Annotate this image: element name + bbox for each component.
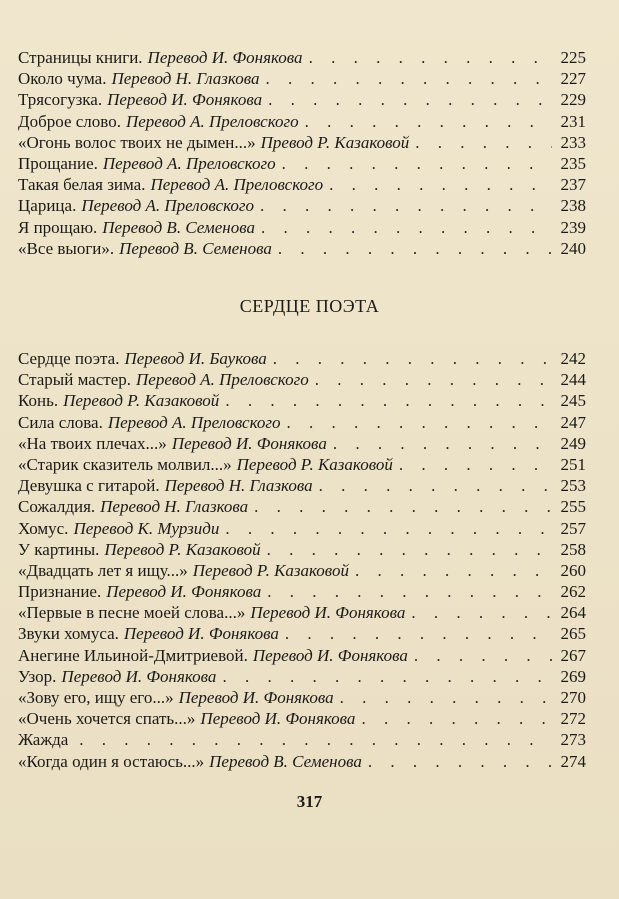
entry-title: Хомус. — [18, 518, 69, 538]
dot-leader — [333, 433, 552, 454]
entry-title: Доброе слово. — [18, 111, 121, 131]
toc-entry — [18, 687, 586, 708]
toc-entry — [18, 217, 586, 238]
toc-entry — [18, 433, 586, 454]
toc-entry — [18, 238, 586, 259]
entry-translator: Перевод И. Фонякова — [106, 582, 262, 602]
toc-entry — [18, 390, 586, 411]
entry-page-number: 267 — [560, 645, 586, 665]
toc-entry — [18, 348, 586, 369]
toc-entry — [18, 708, 586, 729]
dot-leader — [265, 68, 552, 89]
toc-entry — [18, 132, 586, 153]
dot-leader — [278, 238, 552, 259]
toc-entry — [18, 560, 586, 581]
dot-leader — [254, 496, 552, 517]
entry-page-number: 240 — [560, 238, 586, 258]
entry-translator: Перевод И. Фонякова — [200, 709, 356, 729]
entry-translator: Перевод А. Преловского — [102, 153, 276, 173]
toc-entry — [18, 174, 586, 195]
entry-translator: Перевод Р. Казаковой — [192, 560, 349, 580]
entry-title: Прощание. — [18, 153, 98, 173]
entry-translator: Перевод И. Фонякова — [252, 645, 408, 665]
entry-title: Страницы книги. — [18, 48, 143, 67]
toc-entry — [18, 47, 586, 68]
entry-title: Сила слова. — [18, 412, 103, 432]
toc-entry — [18, 89, 586, 110]
entry-title: Я прощаю. — [18, 217, 98, 237]
dot-leader — [340, 687, 552, 708]
toc-list-section-a — [18, 47, 586, 259]
entry-title: «Старик сказитель молвил...» — [18, 454, 232, 474]
dot-leader — [355, 560, 552, 581]
entry-page-number: 238 — [560, 196, 586, 216]
entry-translator: Перевод А. Преловского — [150, 175, 324, 195]
toc-entry — [18, 602, 586, 623]
dot-leader — [225, 390, 552, 411]
entry-page-number: 265 — [560, 624, 586, 644]
entry-title: «Когда один я остаюсь...» — [18, 751, 205, 771]
entry-page-number: 249 — [560, 433, 586, 453]
dot-leader — [222, 666, 552, 687]
entry-translator: Перевод И. Баукова — [124, 349, 267, 368]
entry-title: «Огонь волос твоих не дымен...» — [18, 132, 256, 152]
entry-title: Трясогузка. — [18, 90, 103, 110]
page-folio-number: 317 — [296, 792, 323, 811]
dot-leader — [414, 645, 552, 666]
toc-list-section-b — [18, 348, 586, 772]
dot-leader — [329, 174, 552, 195]
toc-entry — [18, 518, 586, 539]
entry-title: Царица. — [18, 196, 77, 216]
toc-entry — [18, 475, 586, 496]
dot-leader — [225, 518, 552, 539]
entry-page-number: 272 — [560, 709, 586, 729]
entry-title: Около чума. — [18, 69, 107, 89]
entry-page-number: 242 — [560, 349, 586, 368]
entry-page-number: 274 — [560, 751, 586, 771]
toc-entry — [18, 369, 586, 390]
entry-translator: Перевод И. Фонякова — [61, 666, 217, 686]
entry-page-number: 235 — [560, 153, 586, 173]
entry-translator: Перевод Н. Глазкова — [111, 69, 260, 89]
entry-page-number: 258 — [560, 539, 586, 559]
dot-leader — [368, 751, 552, 772]
entry-page-number: 260 — [560, 560, 586, 580]
entry-title: «Очень хочется спать...» — [18, 709, 196, 729]
dot-leader — [287, 412, 552, 433]
entry-translator: Перевод Р. Казаковой — [236, 454, 393, 474]
entry-title: Сердце поэта. — [18, 349, 120, 368]
entry-translator: Перевод И. Фонякова — [178, 688, 334, 707]
dot-leader — [305, 111, 552, 132]
entry-translator: Превод Р. Казаковой — [260, 132, 410, 152]
entry-title: «Зову его, ищу его...» — [18, 688, 174, 707]
dot-leader — [411, 602, 552, 623]
toc-entry — [18, 645, 586, 666]
toc-entry — [18, 68, 586, 89]
dot-leader — [267, 539, 552, 560]
toc-entry — [18, 623, 586, 644]
entry-title: Старый мастер. — [18, 370, 132, 390]
entry-translator: Перевод И. Фонякова — [107, 90, 263, 110]
entry-page-number: 233 — [560, 132, 586, 152]
entry-title: У картины. — [18, 539, 100, 559]
toc-entry — [18, 454, 586, 475]
dot-leader — [309, 47, 552, 68]
entry-translator: Перевод А. Преловского — [107, 412, 281, 432]
entry-page-number: 229 — [560, 90, 586, 110]
entry-title: Жажда — [18, 730, 69, 750]
entry-page-number: 253 — [560, 476, 586, 496]
toc-entry — [18, 666, 586, 687]
entry-translator: Перевод В. Семенова — [209, 751, 362, 771]
entry-page-number: 264 — [560, 603, 586, 623]
entry-page-number: 245 — [560, 391, 586, 411]
entry-title: Сожалдия. — [18, 497, 96, 517]
entry-page-number: 237 — [560, 175, 586, 195]
entry-title: «На твоих плечах...» — [18, 433, 167, 453]
entry-page-number: 257 — [560, 518, 586, 538]
entry-translator: Перевод К. Мурзиди — [73, 518, 220, 538]
entry-translator: Перевод А. Преловского — [136, 370, 309, 390]
toc-entry — [18, 195, 586, 216]
dot-leader — [415, 132, 552, 153]
toc-entry — [18, 153, 586, 174]
entry-page-number: 273 — [560, 730, 586, 750]
entry-translator: Перевод В. Семенова — [119, 238, 272, 258]
entry-page-number: 225 — [560, 48, 586, 67]
entry-title: Признание. — [18, 582, 102, 602]
entry-title: Конь. — [18, 391, 59, 411]
dot-leader — [361, 708, 552, 729]
entry-title: «Двадцать лет я ищу...» — [18, 560, 188, 580]
entry-page-number: 269 — [560, 666, 586, 686]
entry-page-number: 270 — [560, 688, 586, 707]
entry-translator: Перевод Н. Глазкова — [164, 476, 313, 496]
entry-title: Звуки хомуса. — [18, 624, 119, 644]
entry-translator: Перевод И. Фонякова — [147, 48, 303, 67]
toc-entry — [18, 729, 586, 750]
toc-entry — [18, 539, 586, 560]
dot-leader — [319, 475, 552, 496]
entry-page-number: 251 — [560, 454, 586, 474]
entry-page-number: 227 — [560, 69, 586, 89]
entry-title: Анегине Ильиной-Дмитриевой. — [18, 645, 248, 665]
dot-leader — [79, 729, 552, 750]
entry-page-number: 262 — [560, 582, 586, 602]
entry-translator: Перевод И. Фонякова — [171, 433, 327, 453]
entry-translator: Перевод И. Фонякова — [250, 603, 406, 623]
toc-entry — [18, 581, 586, 602]
dot-leader — [261, 217, 552, 238]
entry-translator: Перевод А. Преловского — [125, 111, 299, 131]
dot-leader — [260, 195, 552, 216]
toc-entry — [18, 412, 586, 433]
dot-leader — [399, 454, 552, 475]
entry-title: «Все выоги». — [18, 238, 115, 258]
entry-title: Такая белая зима. — [18, 175, 146, 195]
dot-leader — [315, 369, 552, 390]
entry-translator: Перевод В. Семенова — [102, 217, 255, 237]
toc-entry — [18, 111, 586, 132]
entry-translator: Перевод Н. Глазкова — [100, 497, 249, 517]
dot-leader — [285, 623, 552, 644]
dot-leader — [267, 581, 552, 602]
entry-translator: Перевод А. Преловского — [81, 196, 255, 216]
entry-title: Узор. — [18, 666, 57, 686]
entry-page-number: 239 — [560, 217, 586, 237]
entry-page-number: 244 — [560, 370, 586, 390]
entry-translator: Перевод Р. Казаковой — [104, 539, 261, 559]
entry-page-number: 255 — [560, 497, 586, 517]
section-heading: СЕРДЦЕ ПОЭТА — [239, 296, 380, 316]
toc-entry — [18, 751, 586, 772]
entry-page-number: 231 — [560, 111, 586, 131]
entry-title: Девушка с гитарой. — [18, 476, 160, 496]
toc-entry — [18, 496, 586, 517]
dot-leader — [268, 89, 552, 110]
dot-leader — [273, 348, 552, 369]
entry-translator: Перевод Р. Казаковой — [63, 391, 220, 411]
entry-title: «Первые в песне моей слова...» — [18, 603, 246, 623]
entry-page-number: 247 — [560, 412, 586, 432]
entry-translator: Перевод И. Фонякова — [123, 624, 279, 644]
dot-leader — [282, 153, 552, 174]
